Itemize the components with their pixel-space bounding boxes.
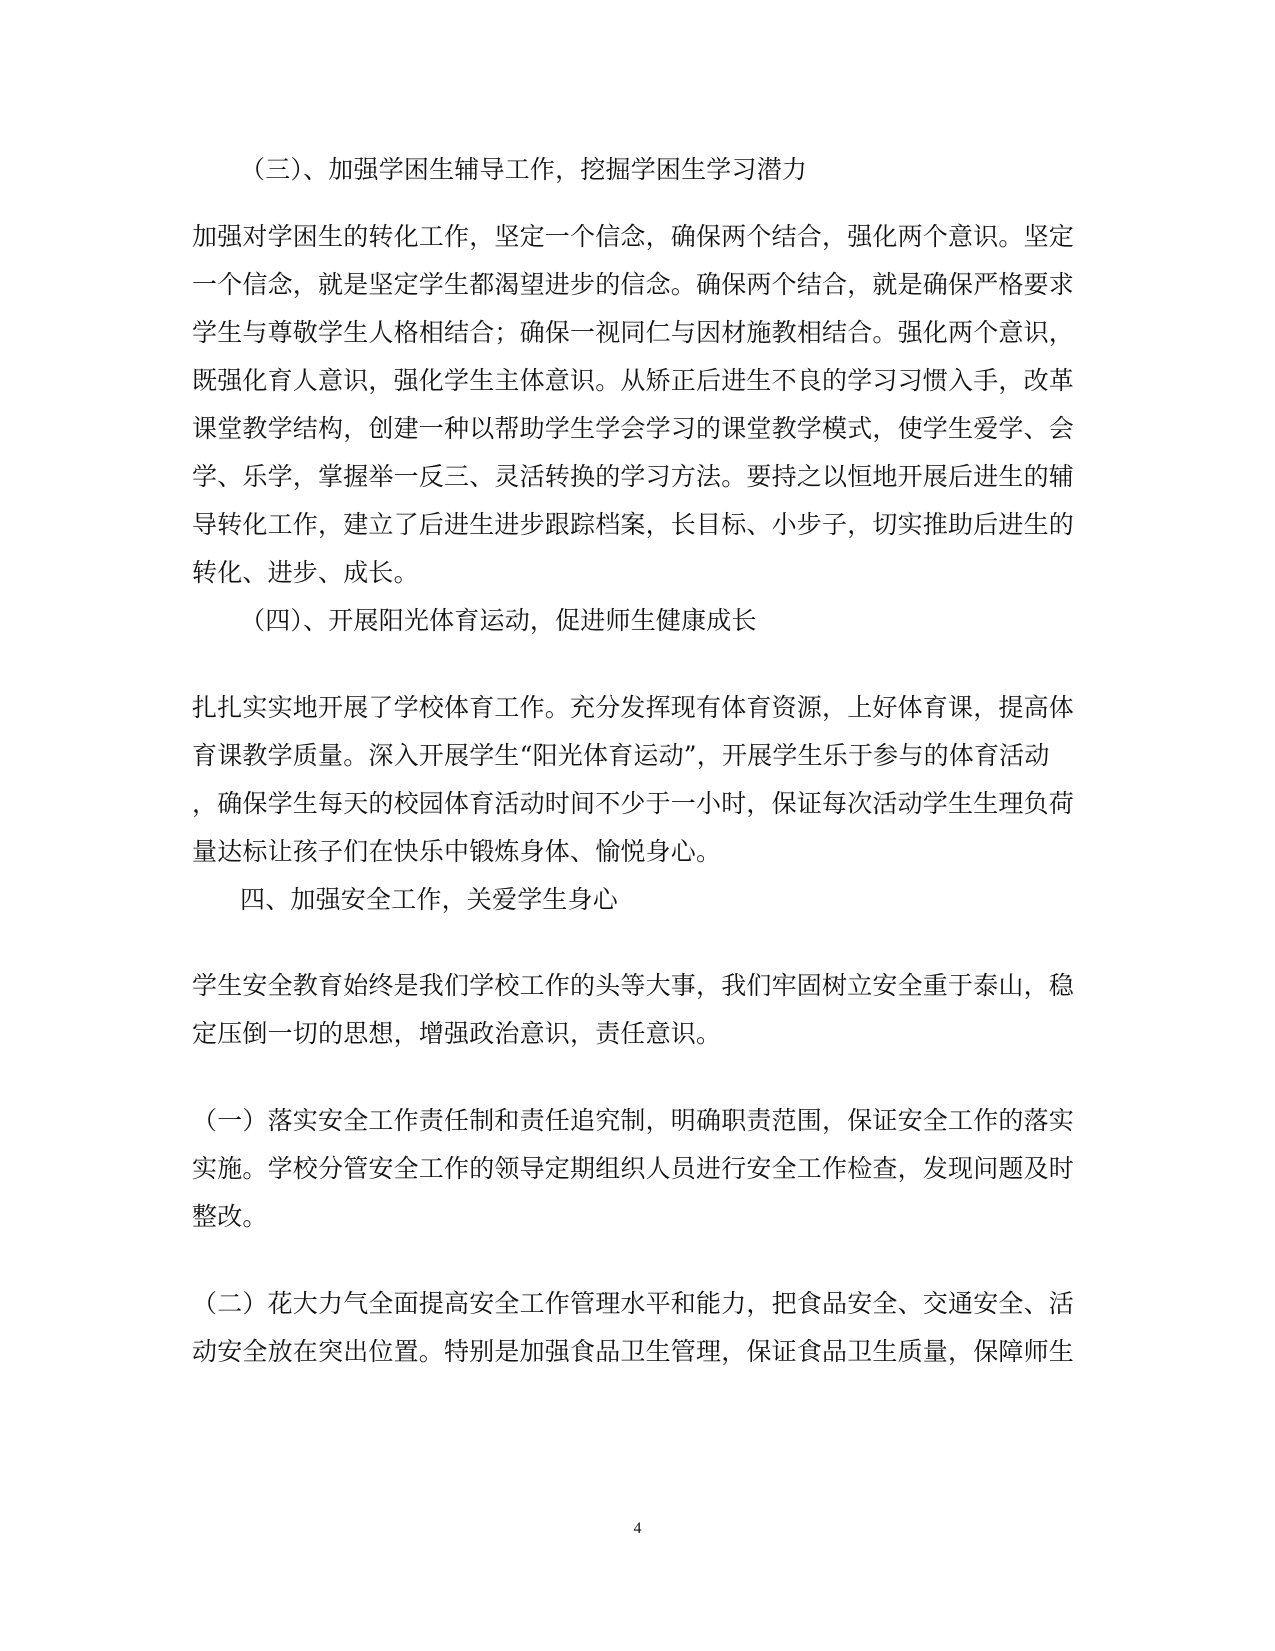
section-heading-safety: 四、加强安全工作，关爱学生身心 — [240, 885, 619, 914]
paragraph-line: 整改。 — [192, 1202, 268, 1231]
paragraph-line: 课堂教学结构，创建一种以帮助学生学会学习的课堂教学模式，使学生爱学、会 — [192, 414, 1075, 443]
paragraph-line: 实施。学校分管安全工作的领导定期组织人员进行安全工作检查，发现问题及时 — [192, 1154, 1075, 1183]
paragraph-line: 育课教学质量。深入开展学生“阳光体育运动”，开展学生乐于参与的体育活动 — [192, 741, 1050, 770]
paragraph-line: 既强化育人意识，强化学生主体意识。从矫正后进生不良的学习习惯入手，改革 — [192, 366, 1075, 395]
section-heading-3: （三）、加强学困生辅导工作，挖掘学困生学习潜力 — [240, 155, 808, 184]
paragraph-line: 加强对学困生的转化工作，坚定一个信念，确保两个结合，强化两个意识。坚定 — [192, 222, 1075, 251]
page-number: 4 — [633, 1520, 642, 1537]
paragraph-line: 学、乐学，掌握举一反三、灵活转换的学习方法。要持之以恒地开展后进生的辅 — [192, 462, 1075, 491]
paragraph-line: 一个信念，就是坚定学生都渴望进步的信念。确保两个结合，就是确保严格要求 — [192, 270, 1075, 299]
paragraph-line: 动安全放在突出位置。特别是加强食品卫生管理，保证食品卫生质量，保障师生 — [192, 1337, 1075, 1366]
paragraph-line: 导转化工作，建立了后进生进步跟踪档案，长目标、小步子，切实推助后进生的 — [192, 510, 1075, 539]
paragraph-line: 学生与尊敬学生人格相结合；确保一视同仁与因材施教相结合。强化两个意识， — [192, 318, 1075, 347]
paragraph-line: 转化、进步、成长。 — [192, 558, 419, 587]
paragraph-line: ，确保学生每天的校园体育活动时间不少于一小时，保证每次活动学生生理负荷 — [192, 789, 1075, 818]
paragraph-line: 学生安全教育始终是我们学校工作的头等大事，我们牢固树立安全重于泰山，稳 — [192, 971, 1075, 1000]
paragraph-line: （一）落实安全工作责任制和责任追究制，明确职责范围，保证安全工作的落实 — [192, 1106, 1075, 1135]
paragraph-line: 定压倒一切的思想，增强政治意识，责任意识。 — [192, 1019, 722, 1048]
paragraph-line: 量达标让孩子们在快乐中锻炼身体、愉悦身心。 — [192, 837, 722, 866]
paragraph-line: （二）花大力气全面提高安全工作管理水平和能力，把食品安全、交通安全、活 — [192, 1289, 1075, 1318]
paragraph-line: 扎扎实实地开展了学校体育工作。充分发挥现有体育资源，上好体育课，提高体 — [192, 693, 1075, 722]
section-heading-4: （四）、开展阳光体育运动，促进师生健康成长 — [240, 606, 757, 635]
